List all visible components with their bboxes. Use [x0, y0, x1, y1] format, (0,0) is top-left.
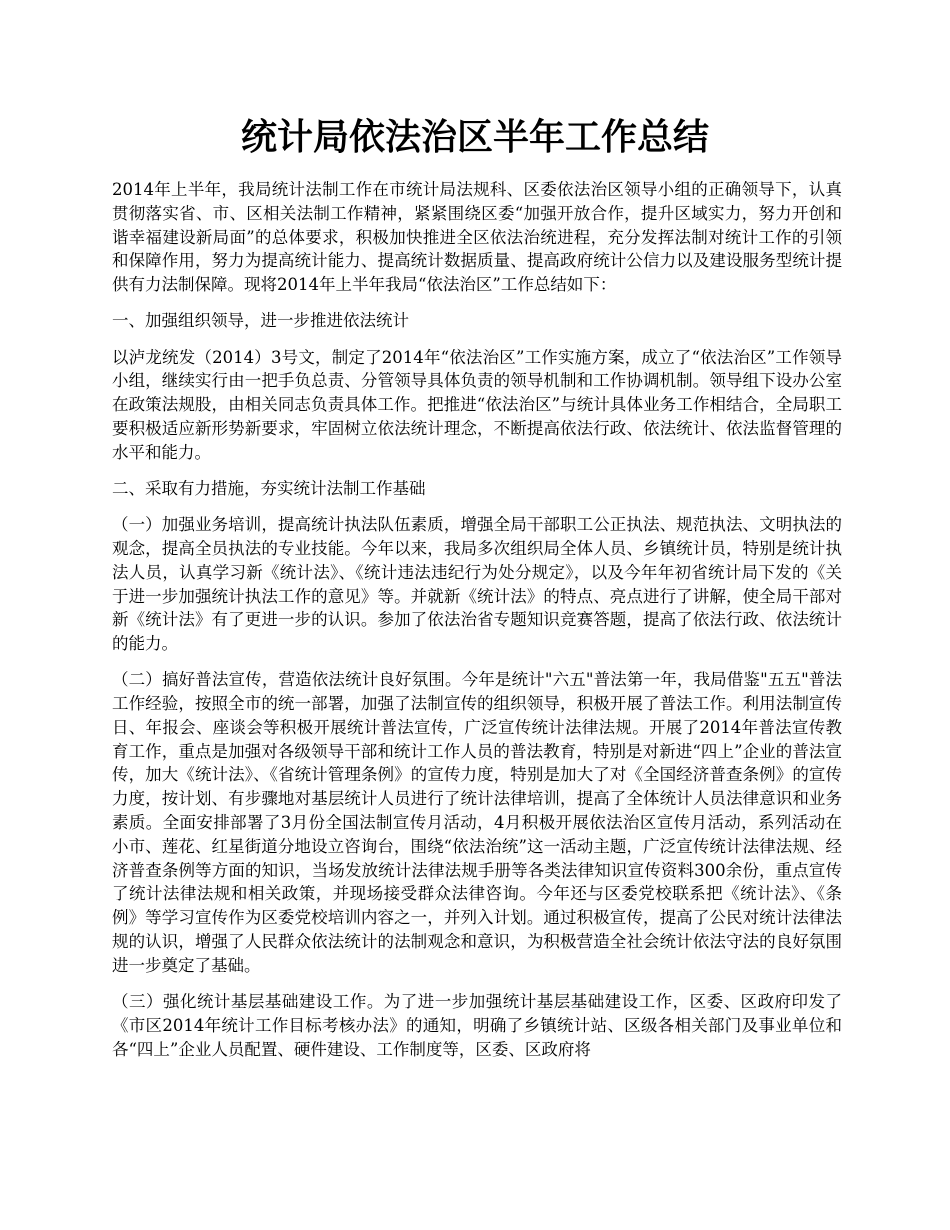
section-1-heading: 一、加强组织领导，进一步推进依法统计: [112, 311, 409, 331]
section-2-paragraph-3: （三）强化统计基层基础建设工作。为了进一步加强统计基层基础建设工作，区委、区政府印发了《市区2014年统计工作目标考核办法》的通知，明确了乡镇统计站、区级各相关部门及事业单位和各“四上”企业人员配置、硬件建设、工作制度等，区委、区政府将: [112, 992, 842, 1059]
document-title: 统计局依法治区半年工作总结: [240, 116, 709, 158]
section-2-paragraph-1: （一）加强业务培训，提高统计执法队伍素质，增强全局干部职工公正执法、规范执法、文明执法的观念，提高全员执法的专业技能。今年以来，我局多次组织局全体人员、乡镇统计员，特别是统计执法人员，认真学习新《统计法》、《统计违法违纪行为处分规定》，以及今年年初省统计局下发的《关于进一步加强统计执法工作的意见》等。并就新《统计法》的特点、亮点进行了讲解，使全局干部对新《统计法》有了更进一步的认识。参加了依法治省专题知识竞赛答题，提高了依法行政、依法统计的能力。: [112, 515, 842, 654]
document-body: [112, 178, 842, 1074]
section-2-paragraph-2: （二）搞好普法宣传，营造依法统计良好氛围。今年是统计"六五"普法第一年，我局借鉴"五五"普法工作经验，按照全市的统一部署，加强了法制宣传的组织领导，积极开展了普法工作。利用法制宣传日、年报会、座谈会等积极开展统计普法宣传，广泛宣传统计法律法规。开展了2014年普法宣传教育工作，重点是加强对各级领导干部和统计工作人员的普法教育，特别是对新进“四上”企业的普法宣传，加大《统计法》、《省统计管理条例》的宣传力度，特别是加大了对《全国经济普查条例》的宣传力度，按计划、有步骤地对基层统计人员进行了统计法律培训，提高了全体统计人员法律意识和业务素质。全面安排部署了3月份全国法制宣传月活动，4月积极开展依法治区宣传月活动，系列活动在小市、莲花、红星街道分地设立咨询台，围绕“依法治统”这一活动主题，广泛宣传统计法律法规、经济普查条例等方面的知识，当场发放统计法律法规手册等各类法律知识宣传资料300余份，重点宣传了统计法律法规和相关政策，并现场接受群众法律咨询。今年还与区委党校联系把《统计法》、《条例》等学习宣传作为区委党校培训内容之一，并列入计划。通过积极宣传，提高了公民对统计法律法规的认识，增强了人民群众依法统计的法制观念和意识，为积极营造全社会统计依法守法的良好氛围进一步奠定了基础。: [112, 670, 842, 975]
section-1-paragraph: 以泸龙统发（2014）3号文，制定了2014年“依法治区”工作实施方案，成立了“依法治区”工作领导小组，继续实行由一把手负总责、分管领导具体负责的领导机制和工作协调机制。领导组下设办公室在政策法规股，由相关同志负责具体工作。把推进“依法治区”与统计具体业务工作相结合，全局职工要积极适应新形势新要求，牢固树立依法统计理念，不断提高依法行政、依法统计、依法监督管理的水平和能力。: [112, 347, 842, 462]
section-2-heading: 二、采取有力措施，夯实统计法制工作基础: [112, 478, 426, 498]
intro-paragraph: 2014年上半年，我局统计法制工作在市统计局法规科、区委依法治区领导小组的正确领导下，认真贯彻落实省、市、区相关法制工作精神，紧紧围绕区委“加强开放合作，提升区域实力，努力开创和谐幸福建设新局面”的总体要求，积极加快推进全区依法治统进程，充分发挥法制对统计工作的引领和保障作用，努力为提高统计能力、提高统计数据质量、提高政府统计公信力以及建设服务型统计提供有力法制保障。现将2014年上半年我局“依法治区”工作总结如下：: [112, 180, 842, 295]
